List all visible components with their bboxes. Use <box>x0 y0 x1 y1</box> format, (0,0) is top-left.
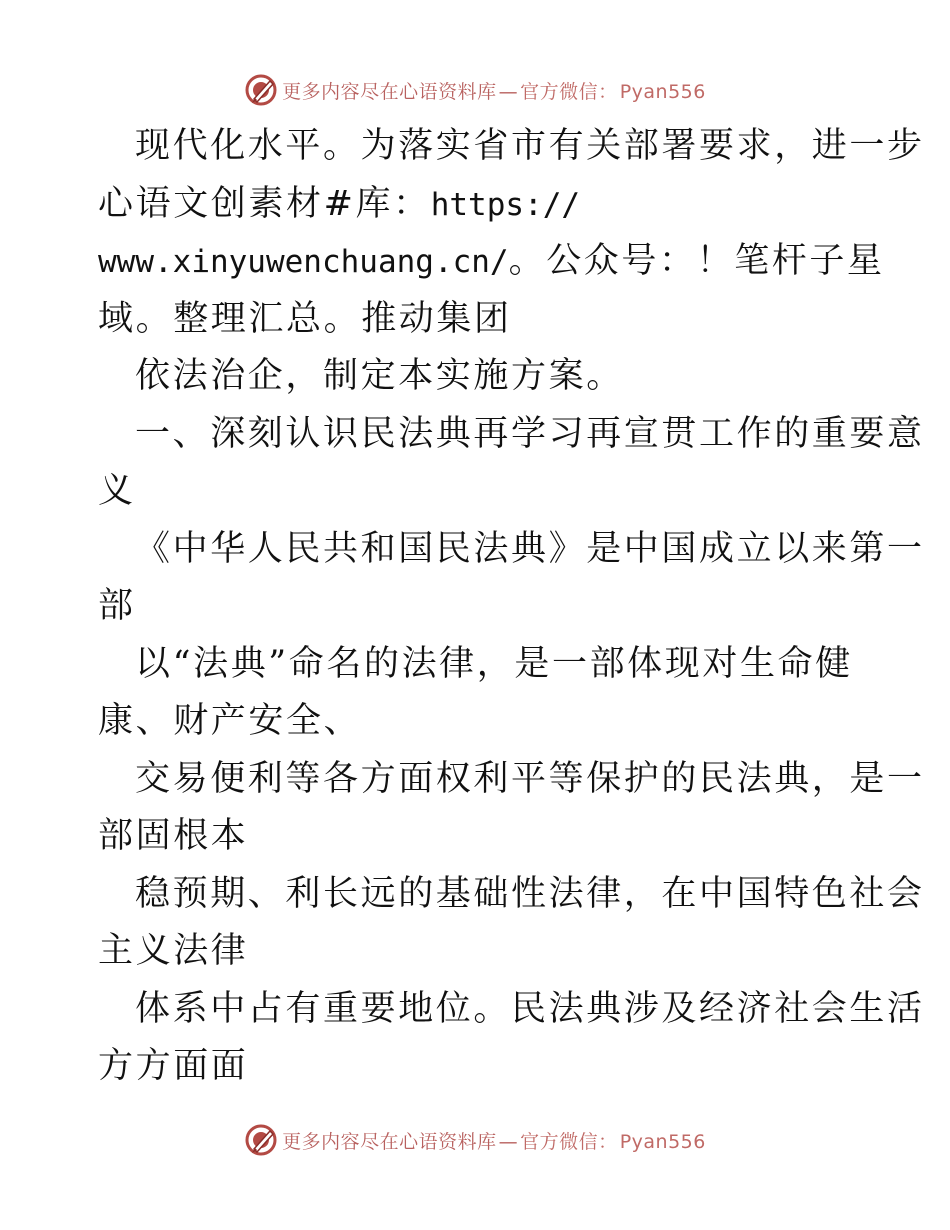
watermark-text <box>282 1127 706 1154</box>
url-segment: www.xinyuwenchuang.cn/ <box>98 244 509 280</box>
watermark-separator: — <box>498 80 519 103</box>
pen-logo-icon <box>244 1123 278 1157</box>
text-line: 域。整理汇总。推动集团 <box>98 298 512 339</box>
watermark-account: Pyan556 <box>619 1130 706 1153</box>
document-body <box>98 118 925 1096</box>
header-watermark-banner <box>0 70 950 110</box>
text-line: 康、财产安全、 <box>98 701 362 741</box>
text-line: 部固根本 <box>98 816 249 856</box>
pen-logo-icon <box>244 73 278 107</box>
text-line: 交易便利等各方面权利平等保护的民法典，是一 <box>135 758 925 799</box>
watermark-wechat-label: 官方微信： <box>520 80 618 103</box>
text-line: 方方面面 <box>98 1046 249 1086</box>
watermark-text <box>282 77 706 104</box>
watermark-separator: — <box>498 1130 519 1153</box>
text-line: 现代化水平。为落实省市有关部署要求，进一步 <box>135 126 925 166</box>
text-line: 《中华人民共和国民法典》是中国成立以来第一 <box>135 528 925 569</box>
section-heading-line: 一、深刻认识民法典再学习再宣贯工作的重要意 <box>135 413 925 454</box>
section-heading-line: 义 <box>98 471 136 511</box>
text-line: 以“法典”命名的法律，是一部体现对生命健 <box>135 643 853 684</box>
text-line: 稳预期、利长远的基础性法律，在中国特色社会 <box>135 873 925 914</box>
text-line <box>98 176 868 234</box>
text-line: 部 <box>98 586 136 626</box>
watermark-wechat-label: 官方微信： <box>520 1130 618 1153</box>
text-line <box>98 233 885 291</box>
text-segment: 。公众号：！笔杆子星 <box>508 241 885 281</box>
watermark-site-name: 更多内容尽在心语资料库 <box>282 80 497 103</box>
text-line: 主义法律 <box>98 931 249 971</box>
text-line: 体系中占有重要地位。民法典涉及经济社会生活 <box>135 988 925 1029</box>
watermark-site-name: 更多内容尽在心语资料库 <box>282 1130 497 1153</box>
text-segment: 心语文创素材#库： <box>98 183 431 224</box>
url-segment: https:// <box>430 186 581 223</box>
text-line: 依法治企，制定本实施方案。 <box>135 356 624 396</box>
watermark-account: Pyan556 <box>619 80 706 103</box>
footer-watermark-banner <box>0 1120 950 1160</box>
